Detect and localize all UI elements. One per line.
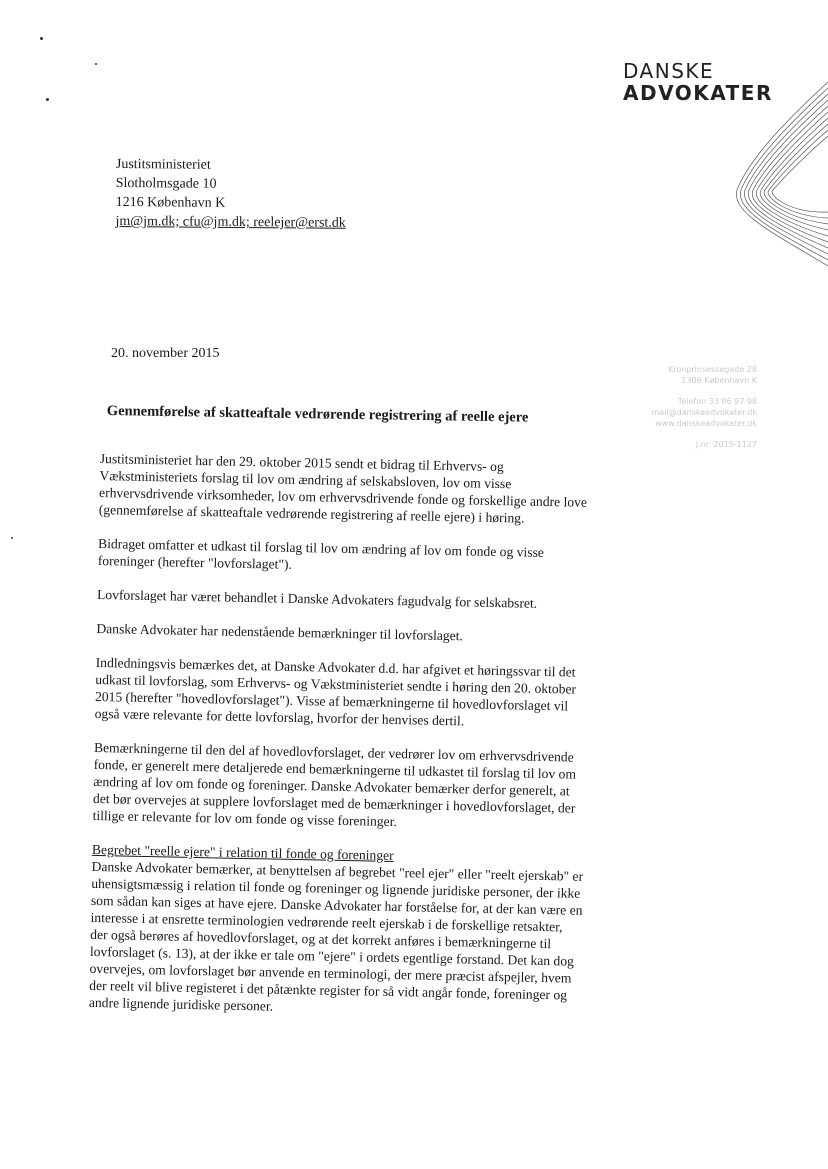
body-paragraph: Justitsministeriet har den 29. oktober 2015 sendt et bidrag til Erhvervs- og Vækstministeriets forslag til lov om ændring af selskabsloven, lov om visse erhvervsdrivende virksomheder, lov om erhvervsdrivende fonde og forskellige andre love (gennemførelse af skatteaftale vedrørende registrering af reelle ejere) i høring. bbox=[98, 450, 588, 526]
sender-contact-line: mail@danskeadvokater.dk bbox=[651, 408, 757, 417]
logo-wave-graphic bbox=[733, 80, 828, 270]
body-paragraph: Lovforslaget har været behandlet i Danske Advokaters fagudvalg for selskabsret. bbox=[96, 586, 538, 611]
logo-text-line2: ADVOKATER bbox=[623, 81, 773, 105]
section-heading: Begrebet "reelle ejere" i relation til fonde og foreninger bbox=[91, 841, 394, 863]
recipient-name: Justitsministeriet bbox=[115, 156, 211, 173]
body-paragraph: Bidraget omfatter et udkast til forslag til lov om ændring af lov om fonde og visse foreninger (herefter "lovforslaget"). bbox=[97, 535, 545, 572]
letter-subject: Gennemførelse af skatteaftale vedrørende registrering af reelle ejere bbox=[106, 403, 529, 426]
sender-contact-line: Telefon 33 96 97 98 bbox=[677, 397, 757, 406]
sender-address-line: 1306 København K bbox=[681, 376, 757, 385]
body-paragraph: Bemærkningerne til den del af hovedlovforslaget, der vedrører lov om erhvervsdrivende fonde, er generelt mere detaljerede end bemærkningerne til udkastet til forslag til lov om ændring af lov om fonde og foreninger. Danske Advokater bemærker derfor generelt, at det bør overvejes at supplere lovforslaget med de bemærkninger i hovedlovforslaget, der tillige er relevante for lov om fonde og visse foreninger. bbox=[92, 739, 577, 830]
sender-contact-block bbox=[642, 364, 757, 450]
logo-text-line1: DANSKE bbox=[623, 59, 715, 83]
recipient-city: 1216 København K bbox=[115, 194, 226, 211]
letter-date: 20. november 2015 bbox=[111, 346, 220, 361]
scan-speck bbox=[11, 537, 13, 539]
scan-speck bbox=[46, 98, 49, 101]
section-paragraph: Danske Advokater bemærker, at benyttelsen af begrebet "reel ejer" eller "reelt ejerskab" er uhensigtsmæssig i relation til fonde og foreninger og lignende juridiske personer, der ikke som sådan kan siges at have ejere. Danske Advokater har forståelse for, at der kan være en interesse i at ensrette terminologien vedrørende reelt ejerskab i de forskellige retsakter, der også berøres af hovedlovforslaget, og at det korrekt anføres i bemærkningerne til lovforslaget (s. 13), at der ikke er tale om "ejere" i ordets egentlige forstand. Det kan dog overvejes, om lovforslaget bør anvende en terminologi, der mere præcist afspejler, hvem der reelt vil blive registeret i det påtænkte register for så vidt angår fonde, foreninger og andre lignende juridiske personer. bbox=[88, 858, 584, 1014]
scan-speck bbox=[95, 63, 97, 65]
recipient-address bbox=[115, 155, 346, 233]
letter-body bbox=[88, 450, 592, 1038]
scan-speck bbox=[40, 37, 43, 40]
body-paragraph: Indledningsvis bemærkes det, at Danske Advokater d.d. har afgivet et høringssvar til det udkast til lovforslag, som Erhvervs- og Vækstministeriet sendte i høring den 20. oktober 2015 (herefter "hovedlovforslaget"). Visse af bemærkningerne til hovedlovforslaget vil også være relevante for dette lovforslag, hvorfor der henvises dertil. bbox=[94, 654, 577, 729]
sender-contact-line: www.danskeadvokater.dk bbox=[655, 419, 757, 428]
body-paragraph: Danske Advokater har nedenstående bemærkninger til lovforslaget. bbox=[96, 620, 464, 644]
sender-reference: J.nr. 2015-1127 bbox=[695, 440, 757, 449]
recipient-emails[interactable]: jm@jm.dk; cfu@jm.dk; reelejer@erst.dk bbox=[115, 213, 346, 231]
sender-address-line: Kronprinsessegade 28 bbox=[667, 365, 757, 374]
recipient-street: Slotholmsgade 10 bbox=[115, 175, 217, 192]
